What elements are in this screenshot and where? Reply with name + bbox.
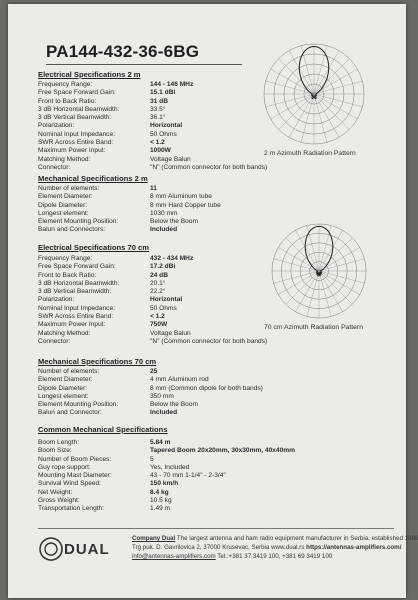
- spec-label: Transportation Length:: [38, 505, 105, 513]
- spec-value: 8 mm (Common dipole for both bands): [150, 384, 263, 392]
- spec-label: Guy rope support:: [38, 463, 91, 471]
- spec-row: [38, 288, 267, 296]
- spec-value: Below the Boom: [150, 401, 199, 409]
- spec-label: Front to Back Ratio:: [38, 271, 97, 279]
- spec-row: [38, 338, 267, 346]
- spec-value: 36.1°: [150, 114, 166, 122]
- spec-label: Dipole Diameter:: [38, 384, 88, 392]
- spec-row: [38, 218, 221, 226]
- spec-label: Element Diameter:: [38, 376, 93, 384]
- spec-row: [38, 164, 267, 172]
- spec-value: 1000W: [150, 147, 171, 155]
- polar-grid-spoke: [314, 94, 327, 142]
- polar-grid-spoke: [314, 59, 349, 94]
- spec-value: 25: [150, 368, 158, 375]
- spec-value: 5: [150, 455, 154, 463]
- spec-value: 43 - 70 mm 1-1/4" - 2-3/4": [150, 472, 226, 480]
- spec-label: Boom Size:: [38, 447, 72, 455]
- spec-row: [38, 226, 221, 234]
- spec-label: Frequency Range:: [38, 81, 93, 88]
- polar-grid-spoke: [279, 59, 314, 94]
- spec-value: 15.1 dBi: [150, 89, 176, 97]
- polar-grid-spoke: [319, 259, 364, 271]
- spec-value: Included: [150, 409, 178, 417]
- spec-value: "N" (Common connector for both bands): [150, 337, 268, 345]
- spec-label: Free Space Forward Gain:: [38, 89, 116, 97]
- spec-label: Polarization:: [38, 122, 75, 130]
- polar-grid-spoke: [319, 271, 352, 304]
- spec-label: Nominal Input Impedance:: [38, 130, 115, 138]
- spec-row: [38, 447, 295, 455]
- polar-grid-spoke: [314, 81, 362, 94]
- spec-value: Included: [150, 226, 178, 234]
- footer-divider: [38, 528, 394, 529]
- spec-label: Boom Length:: [38, 439, 80, 446]
- section-heading: Mechanical Specifications 70 cm: [38, 357, 157, 366]
- spec-row: [38, 263, 267, 271]
- spec-label: Number of Boom Pieces:: [38, 455, 112, 463]
- spec-value: < 1.2: [150, 139, 165, 147]
- spec-value: 350 mm: [150, 392, 174, 400]
- spec-value: 10.5 kg: [150, 497, 172, 505]
- spec-value: 50 Ohms: [150, 130, 177, 138]
- spec-row: [38, 505, 295, 513]
- spec-row: [38, 81, 267, 89]
- polar-grid-spoke: [314, 94, 357, 119]
- section-heading: Mechanical Specifications 2 m: [38, 174, 148, 183]
- spec-label: Gross Weight:: [38, 497, 80, 505]
- spec-value: < 1.2: [150, 313, 165, 321]
- spec-row: [38, 489, 295, 497]
- company-name: Company Dual: [132, 535, 176, 542]
- spec-row: [38, 156, 267, 164]
- spec-label: 3 dB Horizontal Beamwidth:: [38, 105, 120, 113]
- spec-table: [38, 368, 263, 418]
- spec-row: [38, 393, 263, 401]
- spec-row: [38, 139, 267, 147]
- spec-row: [38, 89, 267, 97]
- product-title: PA144-432-36-6BG: [46, 42, 200, 61]
- spec-label: Free Space Forward Gain:: [38, 263, 116, 271]
- spec-table: [38, 185, 221, 235]
- spec-label: Connector:: [38, 163, 71, 171]
- spec-label: Element Mounting Position:: [38, 401, 119, 409]
- spec-row: [38, 409, 263, 417]
- spec-row: [38, 255, 267, 263]
- spec-row: [38, 210, 221, 218]
- section-heading: Electrical Specifications 70 cm: [38, 243, 150, 252]
- spec-row: [38, 456, 295, 464]
- spec-label: Survival Wind Speed:: [38, 480, 102, 488]
- spec-label: Front to Back Ratio:: [38, 97, 97, 105]
- spec-row: [38, 147, 267, 155]
- spec-label: SWR Across Entire Band:: [38, 313, 114, 321]
- polar-grid-spoke: [266, 81, 314, 94]
- spec-table: [38, 81, 267, 172]
- spec-value: 50 Ohms: [150, 304, 177, 312]
- spec-value: 150 km/h: [150, 480, 179, 488]
- polar-grid-spoke: [266, 94, 314, 107]
- spec-row: [38, 385, 263, 393]
- spec-value: 20.1°: [150, 279, 166, 287]
- company-address: Trg puk. D. Gavrilovica 2, 37000 Krusevac, Serbia: [132, 544, 270, 551]
- spec-value: 750W: [150, 321, 168, 329]
- spec-value: Horizontal: [150, 296, 183, 304]
- spec-row: [38, 202, 221, 210]
- spec-table: [38, 255, 267, 346]
- spec-value: 31 dB: [150, 97, 168, 105]
- spec-row: [38, 114, 267, 122]
- polar-grid-spoke: [286, 238, 319, 271]
- spec-row: [38, 321, 267, 329]
- spec-label: Number of elements:: [38, 368, 100, 375]
- spec-row: [38, 280, 267, 288]
- spec-value: "N" (Common connector for both bands): [150, 163, 268, 171]
- spec-row: [38, 368, 263, 376]
- spec-label: Element Mounting Position:: [38, 218, 119, 226]
- spec-label: Maximum Power Input:: [38, 321, 106, 329]
- spec-row: [38, 464, 295, 472]
- spec-label: Element Diameter:: [38, 193, 93, 201]
- spec-label: Dipole Diameter:: [38, 201, 88, 209]
- polar-grid-spoke: [319, 271, 360, 295]
- spec-row: [38, 305, 267, 313]
- spec-row: [38, 193, 221, 201]
- radiation-pattern-2m-caption: 2 m Azimuth Radiation Pattern: [264, 150, 356, 157]
- spec-value: 22.2°: [150, 288, 166, 296]
- spec-row: [38, 401, 263, 409]
- spec-label: Nominal Input Impedance:: [38, 304, 115, 312]
- spec-label: Balun and Connector:: [38, 409, 102, 417]
- spec-value: 33.5°: [150, 105, 166, 113]
- spec-value: Voltage Balun: [150, 155, 191, 163]
- polar-grid-spoke: [271, 94, 314, 119]
- polar-grid-spoke: [279, 94, 314, 129]
- spec-row: [38, 296, 267, 304]
- radiation-pattern-2m: [262, 42, 366, 146]
- dual-logo: [36, 536, 120, 562]
- polar-grid-spoke: [319, 271, 331, 316]
- polar-grid-spoke: [314, 94, 339, 137]
- spec-value: 11: [150, 185, 157, 192]
- spec-value: 24 dB: [150, 271, 168, 279]
- spec-value: 8 mm Aluminum tube: [150, 193, 212, 201]
- polar-grid-spoke: [307, 271, 319, 316]
- spec-label: Frequency Range:: [38, 255, 93, 262]
- spec-value: 1030 mm: [150, 209, 178, 217]
- spec-row: [38, 497, 295, 505]
- title-underline: [46, 64, 242, 65]
- spec-value: Tapered Boom 20x20mm, 30x30mm, 40x40mm: [150, 447, 296, 455]
- spec-label: 3 dB Vertical Beamwidth:: [38, 288, 112, 296]
- spec-value: 1.49 m: [150, 505, 171, 513]
- spec-table: [38, 439, 295, 514]
- polar-grid-spoke: [314, 94, 349, 129]
- spec-label: Polarization:: [38, 296, 75, 304]
- spec-row: [38, 376, 263, 384]
- spec-label: Maximum Power Input:: [38, 147, 106, 155]
- spec-label: Longest element:: [38, 392, 89, 400]
- section-heading: Electrical Specifications 2 m: [38, 70, 141, 79]
- spec-label: 3 dB Horizontal Beamwidth:: [38, 279, 120, 287]
- spec-label: Matching Method:: [38, 155, 91, 163]
- radiation-pattern-70cm: [270, 222, 368, 320]
- spec-value: Below the Boom: [150, 218, 199, 226]
- polar-grid-spoke: [274, 271, 319, 283]
- spec-label: 3 dB Vertical Beamwidth:: [38, 114, 112, 122]
- spec-value: 17.2 dBi: [150, 263, 176, 271]
- spec-row: [38, 131, 267, 139]
- spec-value: 144 - 146 MHz: [150, 81, 194, 88]
- company-description: The largest antenna and ham radio equipment manufacturer in Serbia, established 1988: [175, 535, 418, 542]
- company-email[interactable]: info@antennas-amplifiers.com: [132, 553, 216, 560]
- spec-row: [38, 122, 267, 130]
- spec-value: 5.84 m: [150, 439, 171, 446]
- polar-grid-spoke: [278, 271, 319, 295]
- company-info: [132, 534, 418, 561]
- spec-label: Balun and Connectors:: [38, 226, 106, 234]
- spec-label: Longest element:: [38, 209, 89, 217]
- spec-value: Horizontal: [150, 122, 183, 130]
- spec-row: [38, 330, 267, 338]
- spec-value: 432 - 434 MHz: [150, 255, 194, 262]
- spec-value: 8 mm Hard Copper tube: [150, 201, 221, 209]
- spec-row: [38, 439, 295, 447]
- spec-label: Matching Method:: [38, 329, 91, 337]
- company-website[interactable]: www.dual.rs: [271, 544, 305, 551]
- polar-grid-spoke: [301, 94, 314, 142]
- polar-grid-spoke: [286, 271, 319, 304]
- company-phones: Tel.:+381 37 3419 100, +381 69 3419 100: [217, 553, 333, 560]
- polar-grid-spoke: [274, 259, 319, 271]
- radiation-pattern-70cm-caption: 70 cm Azimuth Radiation Pattern: [264, 324, 363, 331]
- section-heading: Common Mechanical Specifications: [38, 425, 168, 434]
- spec-row: [38, 272, 267, 280]
- company-website-2[interactable]: https://antennas-amplifiers.com/: [306, 544, 402, 551]
- spec-value: Yes, Included: [150, 463, 190, 471]
- polar-grid-spoke: [296, 271, 320, 312]
- spec-row: [38, 480, 295, 488]
- spec-label: Connector:: [38, 337, 71, 345]
- spec-row: [38, 106, 267, 114]
- polar-grid-spoke: [319, 271, 343, 312]
- spec-value: 8.4 kg: [150, 488, 169, 496]
- polar-grid-spoke: [319, 238, 352, 271]
- spec-label: SWR Across Entire Band:: [38, 139, 114, 147]
- spec-label: Mounting Mast Diameter:: [38, 472, 112, 480]
- spec-row: [38, 98, 267, 106]
- polar-grid-spoke: [289, 94, 314, 137]
- spec-row: [38, 313, 267, 321]
- svg-text:DUAL: DUAL: [64, 541, 110, 558]
- spec-value: Voltage Balun: [150, 329, 191, 337]
- spec-label: Number of elements:: [38, 185, 100, 192]
- spec-value: 4 mm Aluminum rod: [150, 376, 209, 384]
- polar-grid-spoke: [314, 94, 362, 107]
- spec-row: [38, 185, 221, 193]
- polar-grid-spoke: [319, 271, 364, 283]
- spec-row: [38, 472, 295, 480]
- spec-sheet: [8, 4, 418, 598]
- spec-label: Net Weight:: [38, 488, 73, 496]
